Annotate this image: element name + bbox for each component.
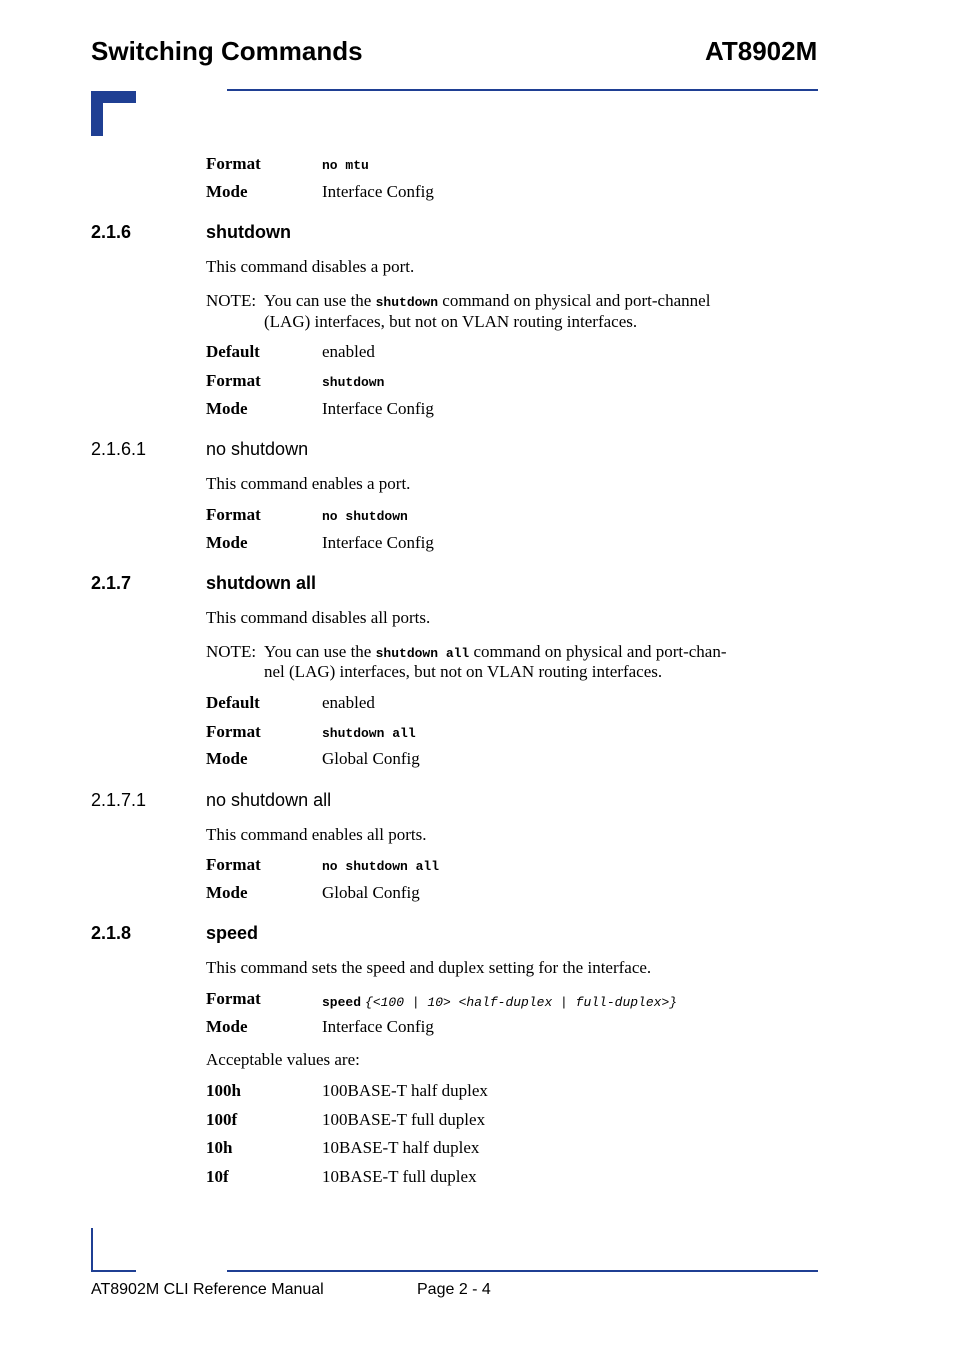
corner-mark-top-vertical <box>91 91 103 136</box>
section-description: This command sets the speed and duplex setting for the interface. <box>206 958 652 977</box>
section-number: 2.1.8 <box>91 923 132 943</box>
format-label: Format <box>206 154 261 173</box>
note-label: NOTE: <box>206 291 257 310</box>
format-value: no shutdown all <box>322 859 440 874</box>
section-number: 2.1.6 <box>91 222 132 242</box>
header-right-title: AT8902M <box>705 36 818 66</box>
mode-label: Mode <box>206 399 248 418</box>
mode-value: Global Config <box>322 883 420 902</box>
footer-manual-title: AT8902M CLI Reference Manual <box>91 1281 324 1298</box>
mode-value: Interface Config <box>322 533 434 552</box>
value-key: 10f <box>206 1167 229 1186</box>
note-label: NOTE: <box>206 642 257 661</box>
section-description: This command disables a port. <box>206 257 415 276</box>
format-value <box>322 993 677 1011</box>
acceptable-values-intro: Acceptable values are: <box>206 1050 360 1069</box>
default-value: enabled <box>322 342 375 361</box>
note-text-line2: nel (LAG) interfaces, but not on VLAN routing interfaces. <box>264 662 663 681</box>
section-number: 2.1.7 <box>91 573 132 593</box>
note-code: shutdown <box>375 295 439 310</box>
value-description: 10BASE-T half duplex <box>322 1138 480 1157</box>
value-description: 100BASE-T half duplex <box>322 1081 488 1100</box>
format-label: Format <box>206 505 261 524</box>
value-key: 100h <box>206 1081 241 1100</box>
header-left-title: Switching Commands <box>91 36 363 66</box>
mode-label: Mode <box>206 1017 248 1036</box>
default-label: Default <box>206 693 260 712</box>
value-description: 10BASE-T full duplex <box>322 1167 477 1186</box>
format-label: Format <box>206 722 261 741</box>
mode-label: Mode <box>206 182 248 201</box>
value-key: 100f <box>206 1110 238 1129</box>
format-value: shutdown <box>322 375 385 390</box>
note-text-line2: (LAG) interfaces, but not on VLAN routing interfaces. <box>264 312 638 331</box>
format-command: speed <box>322 995 362 1010</box>
format-value: shutdown all <box>322 726 416 741</box>
format-value: no shutdown <box>322 509 408 524</box>
section-description: This command enables all ports. <box>206 825 427 844</box>
default-label: Default <box>206 342 260 361</box>
note-text-post: command on physical and port-chan- <box>469 642 727 661</box>
mode-label: Mode <box>206 533 248 552</box>
mode-value: Interface Config <box>322 399 434 418</box>
format-label: Format <box>206 989 261 1008</box>
value-description: 100BASE-T full duplex <box>322 1110 486 1129</box>
note-code: shutdown all <box>375 646 470 661</box>
mode-value: Interface Config <box>322 1017 434 1036</box>
mode-label: Mode <box>206 883 248 902</box>
section-description: This command disables all ports. <box>206 608 431 627</box>
note-text <box>264 642 727 662</box>
subsection-title: no shutdown all <box>206 790 332 810</box>
format-label: Format <box>206 855 261 874</box>
corner-mark-bottom-vertical <box>91 1228 93 1272</box>
note-text-pre: You can use the <box>264 291 376 310</box>
section-description: This command enables a port. <box>206 474 411 493</box>
corner-mark-bottom-horizontal <box>91 1270 136 1272</box>
mode-label: Mode <box>206 749 248 768</box>
subsection-number: 2.1.6.1 <box>91 439 147 459</box>
header-rule <box>227 89 818 91</box>
value-key: 10h <box>206 1138 233 1157</box>
mode-value: Global Config <box>322 749 420 768</box>
section-title: shutdown <box>206 222 291 242</box>
format-label: Format <box>206 371 261 390</box>
note-text <box>264 291 710 311</box>
note-text-post: command on physical and port-channel <box>438 291 711 310</box>
format-arguments: {<100 | 10> <half-duplex | full-duplex>} <box>365 995 678 1010</box>
default-value: enabled <box>322 693 375 712</box>
subsection-title: no shutdown <box>206 439 309 459</box>
format-value: no mtu <box>322 158 369 173</box>
note-text-pre: You can use the <box>264 642 376 661</box>
footer-page-number: Page 2 - 4 <box>417 1281 491 1298</box>
mode-value: Interface Config <box>322 182 434 201</box>
section-title: shutdown all <box>206 573 316 593</box>
subsection-number: 2.1.7.1 <box>91 790 147 810</box>
section-title: speed <box>206 923 259 943</box>
footer-rule <box>227 1270 818 1272</box>
